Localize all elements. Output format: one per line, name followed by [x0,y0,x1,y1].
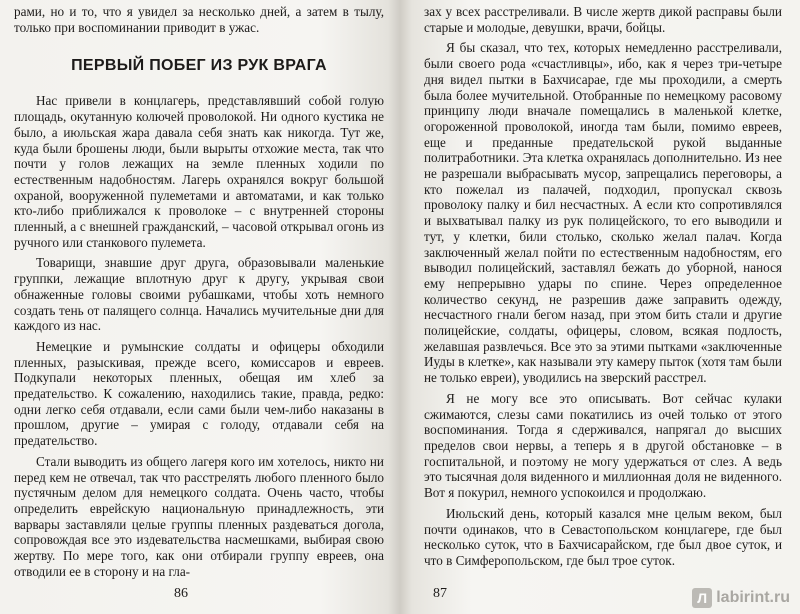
right-page [400,0,800,614]
right-paragraph-4: Июльский день, который казался мне целым веком, был почти одинаков, что в Севастопольском концлагере, где был несколько суток, что в Бахчисарайском, где был двое суток, и что в Симферопольском, где был трое суток. [424,505,782,568]
left-paragraph-1: Нас привели в концлагерь, представлявший собой голую площадь, окутанную колючей проволокой. Ни одного кустика не было, а июльская жара давала себя знать как никогда. Тут же, куда были брошены люди, были вырыты отхожие места, так что почти у голов лежащих на земле пленных ходили по естественным надобностям. Лагерь охранялся вокруг большой охраной, вооруженной пулеметами и автоматами, и как только кто-либо приближался к проволоке – с внутренней стороны пленный, а с внешней гражданский, – часовой открывал огонь из ручного или станкового пулемета. [14,93,384,250]
right-paragraph-1: зах у всех расстреливали. В числе жертв дикой расправы были старые и молодые, девушки, врачи, бойцы. [424,4,782,35]
labirint-logo-icon: Л [692,588,712,608]
left-paragraph-2: Товарищи, знавшие друг друга, образовывали маленькие группки, лежащие вплотную друг к другу, укрывая свои обнаженные головы своими рубашками, чтобы хоть немного создать тень от палящего солнца. Начались мучительные дни для каждого из нас. [14,255,384,334]
right-page-number: 87 [433,586,447,601]
left-paragraph-3: Немецкие и румынские солдаты и офицеры обходили пленных, разыскивая, прежде всего, комиссаров и евреев. Подкупали некоторых пленных, обещая им хлеб за предательство. К сожалению, находились такие, правда, редко: одни легко себя отдавали, если сами были чем-либо наказаны в прошлом, другие – умирая с голоду, отдавали себя на предательство. [14,338,384,449]
left-intro-paragraph: рами, но и то, что я увидел за несколько дней, а затем в тылу, только при воспоминании приводит в ужас. [14,4,384,35]
right-paragraph-2: Я бы сказал, что тех, которых немедленно расстреливали, были своего рода «счастливцы», ибо, как я через три-четыре дня видел пытки в Бахчисарае, где мы проходили, а смерть была более мучительной. Отобранные по немецкому расовому принципу люди вначале помещались в маленькой клетке, огороженной проволокой, иногда там были, помимо евреев, еще и преданные предательской рукой выданные политработники. Эта клетка охранялась дополнительно. Из нее не разрешали выбрасывать мусор, запрещались переговоры, а кто пожелал из палачей, подходил, пропускал сквозь проволоку палку и бил несчастных. А если кто сопротивлялся и выхватывал палку из рук полицейского, то его выводили и тут, у клетки, били столько, сколько желал палач. Когда заключенный желал пойти по естественным надобностям, его выводил полицейский, заставлял бежать до уборной, нанося ему непрерывно удары по спине. Через определенное количество секунд, не разрешив даже заправить одежду, несчастного гнали бегом назад, при этом бить стали и другие полицейские, солдаты, офицеры, словом, всякая подлость, желавшая развлечься. Все это за этими пытками «заключенные Иуды в клетке», как называли эту камеру пыток (хотя там были не только евреи), уводились на зверский расстрел. [424,40,782,386]
left-page-number: 86 [174,586,188,601]
chapter-heading: ПЕРВЫЙ ПОБЕГ ИЗ РУК ВРАГА [71,57,327,75]
left-paragraph-4: Стали выводить из общего лагеря кого им хотелось, никто ни перед кем не отвечал, так что расстрелять любого пленного было пустячным делом для немецкого солдата. Очень часто, чтобы определить еврейскую национальную принадлежность, эти варвары заставляли целые группы пленных раздеваться догола, сопровождая все это издевательства насмешками, выбирая свою жертву. По мере того, как они отбирали группу евреев, она отводили ее в сторону и на гла- [14,453,384,579]
left-page-text [14,4,384,580]
right-paragraph-3: Я не могу все это описывать. Вот сейчас кулаки сжимаются, слезы сами покатились из очей только от этого воспоминания. Тогда я сдерживался, напрягал до высших пределов свои нервы, а теперь я в другой обстановке – в госпитальной, и поэтому не могу удержаться от слез. А ведь это тысячная доля виденного и миллионная доля не виденного. Вот я покурил, немного успокоился и продолжаю. [424,390,782,501]
watermark-text: labirint.ru [716,589,790,606]
labirint-watermark [692,588,790,608]
right-page-text [424,4,782,569]
